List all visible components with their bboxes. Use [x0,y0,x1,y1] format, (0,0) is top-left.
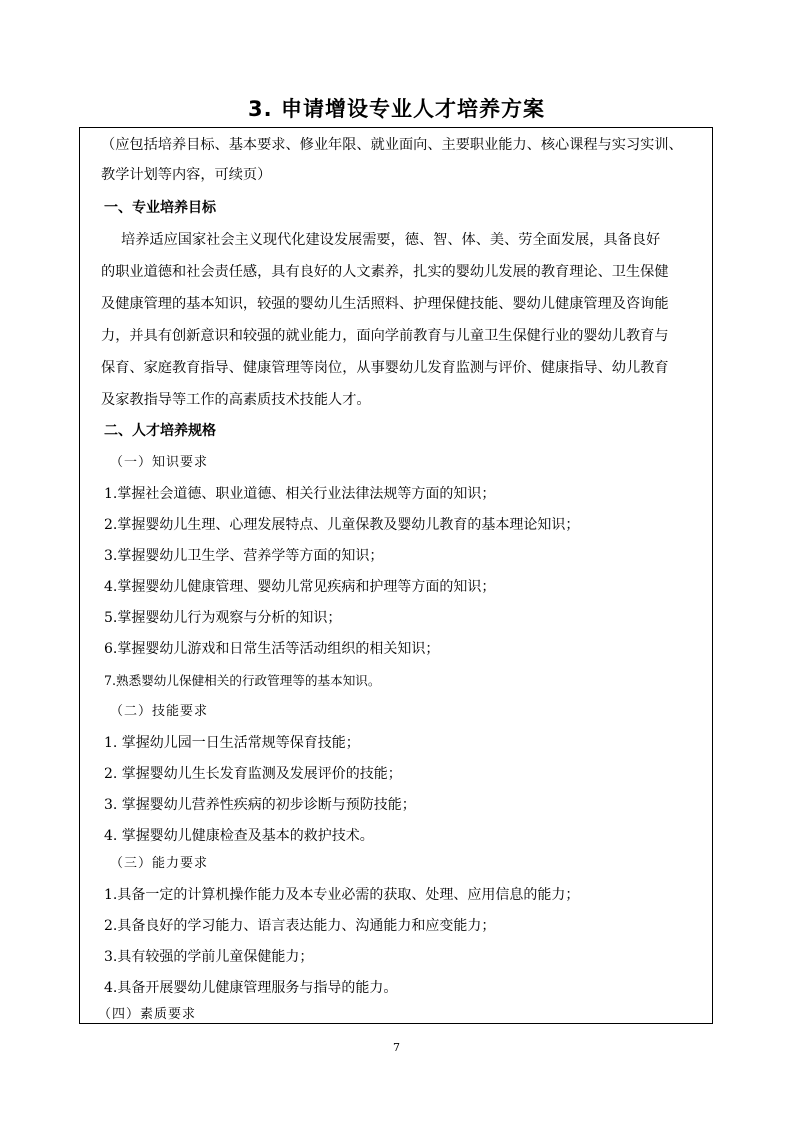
ability-item: 3.具有较强的学前儿童保健能力； [104,949,314,965]
knowledge-item: 4.掌握婴幼儿健康管理、婴幼儿常见疾病和护理等方面的知识； [104,579,496,595]
intro-line-2: 教学计划等内容，可续页） [101,167,272,183]
page-number: 7 [393,1041,400,1054]
goal-paragraph-line: 培养适应国家社会主义现代化建设发展需要，德、智、体、美、劳全面发展，具备良好 [121,232,661,248]
goal-paragraph-line: 力，并具有创新意识和较强的就业能力，面向学前教育与儿童卫生保健行业的婴幼儿教育与 [101,328,669,344]
goal-paragraph-line: 保育、家庭教育指导、健康管理等岗位，从事婴幼儿发育监测与评价、健康指导、幼儿教育 [101,360,669,376]
ability-item: 4.具备开展婴幼儿健康管理服务与指导的能力。 [104,980,398,996]
knowledge-item: 7.熟悉婴幼儿保健相关的行政管理等的基本知识。 [104,673,381,688]
subheading-abilities: （三）能力要求 [110,856,209,871]
knowledge-item: 2.掌握婴幼儿生理、心理发展特点、儿童保教及婴幼儿教育的基本理论知识； [104,517,580,533]
section-heading-training-goal: 一、专业培养目标 [104,200,216,216]
page-title: 3. 申请增设专业人才培养方案 [248,97,545,121]
knowledge-item: 5.掌握婴幼儿行为观察与分析的知识； [104,610,342,626]
subheading-knowledge: （一）知识要求 [110,455,209,470]
goal-paragraph-line: 及健康管理的基本知识，较强的婴幼儿生活照料、护理保健技能、婴幼儿健康管理及咨询能 [101,296,669,312]
subheading-quality: （四）素质要求 [98,1007,197,1022]
goal-paragraph-line: 的职业道德和社会责任感，具有良好的人文素养，扎实的婴幼儿发展的教育理论、卫生保健 [101,264,669,280]
ability-item: 1.具备一定的计算机操作能力及本专业必需的获取、处理、应用信息的能力； [104,887,580,903]
skill-item: 2. 掌握婴幼儿生长发育监测及发展评价的技能； [104,766,402,782]
ability-item: 2.具备良好的学习能力、语言表达能力、沟通能力和应变能力； [104,918,496,934]
skill-item: 4. 掌握婴幼儿健康检查及基本的救护技术。 [104,828,374,844]
subheading-skills: （二）技能要求 [110,704,209,719]
knowledge-item: 1.掌握社会道德、职业道德、相关行业法律法规等方面的知识； [104,486,496,502]
skill-item: 3. 掌握婴幼儿营养性疾病的初步诊断与预防技能； [104,797,416,813]
goal-paragraph-line: 及家教指导等工作的高素质技术技能人才。 [101,392,371,408]
knowledge-item: 6.掌握婴幼儿游戏和日常生活等活动组织的相关知识； [104,641,440,657]
knowledge-item: 3.掌握婴幼儿卫生学、营养学等方面的知识； [104,548,384,564]
section-heading-specification: 二、人才培养规格 [104,423,216,439]
intro-line-1: （应包括培养目标、基本要求、修业年限、就业面向、主要职业能力、核心课程与实习实训、 [101,137,683,153]
skill-item: 1. 掌握幼儿园一日生活常规等保育技能； [104,735,360,751]
